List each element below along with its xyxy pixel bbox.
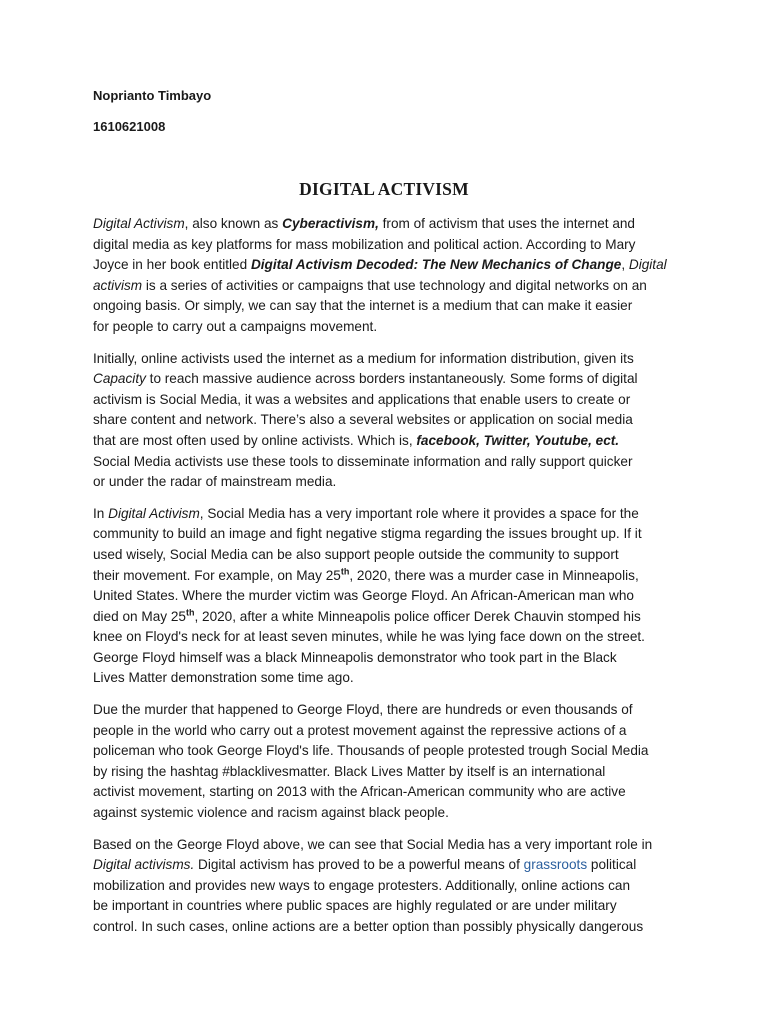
line: community to build an image and fight negative stigma regarding the issues brought up. If it bbox=[93, 526, 642, 542]
grassroots-link[interactable]: grassroots bbox=[523, 857, 588, 873]
line bbox=[93, 214, 675, 235]
italic-text: activism bbox=[93, 277, 143, 293]
line: against systemic violence and racism against black people. bbox=[93, 805, 449, 821]
line: for people to carry out a campaigns movement. bbox=[93, 318, 378, 334]
bold-italic-text: Cyberactivism, bbox=[282, 216, 379, 231]
superscript: th bbox=[185, 607, 195, 618]
superscript: th bbox=[340, 565, 350, 576]
line: people in the world who carry out a protest movement against the repressive actions of a bbox=[93, 722, 627, 738]
text: from of activism that uses the internet and bbox=[378, 216, 635, 231]
italic-text: Capacity bbox=[93, 371, 146, 387]
line: by rising the hashtag #blacklivesmatter. Black Lives Matter by itself is an international bbox=[93, 763, 606, 779]
line bbox=[93, 276, 675, 297]
text: , also known as bbox=[184, 216, 283, 231]
line: share content and network. There’s also a several websites or application on social media bbox=[93, 412, 633, 428]
line bbox=[93, 431, 675, 452]
text: to reach massive audience across borders instantaneously. Some forms of digital bbox=[145, 371, 638, 387]
paragraph-4 bbox=[93, 700, 675, 824]
document-title: DIGITAL ACTIVISM bbox=[299, 179, 469, 199]
line: Based on the George Floyd above, we can see that Social Media has a very important role in bbox=[93, 836, 653, 852]
text: is a series of activities or campaigns that use technology and digital networks on an bbox=[142, 277, 647, 293]
line: Initially, online activists used the internet as a medium for information distribution, given its bbox=[93, 350, 634, 366]
line bbox=[93, 566, 675, 587]
italic-text: Digital Activism bbox=[93, 216, 185, 231]
text: political bbox=[587, 857, 637, 873]
line: Lives Matter demonstration some time ago. bbox=[93, 670, 354, 686]
text: Joyce in her book entitled bbox=[93, 257, 251, 273]
paragraph-3 bbox=[93, 504, 675, 689]
bold-italic-text: facebook, Twitter, Youtube, ect. bbox=[416, 432, 620, 448]
text: Digital activism has proved to be a powerful means of bbox=[194, 857, 524, 873]
author-name: Noprianto Timbayo bbox=[93, 88, 212, 103]
line: be important in countries where public spaces are highly regulated or are under military bbox=[93, 898, 617, 914]
line bbox=[93, 369, 675, 390]
line: mobilization and provides new ways to engage protesters. Additionally, online actions can bbox=[93, 877, 631, 893]
text: , Social Media has a very important role where it provides a space for the bbox=[199, 505, 639, 521]
line: activism is Social Media, it was a websites and applications that enable users to create or bbox=[93, 391, 631, 407]
paragraph-2 bbox=[93, 349, 675, 493]
line: control. In such cases, online actions are a better option than possibly physically dangerous bbox=[93, 919, 644, 934]
line: policeman who took George Floyd's life. Thousands of people protested trough Social Media bbox=[93, 743, 649, 759]
paragraph-1 bbox=[93, 214, 675, 338]
line: activist movement, starting on 2013 with the African-American community who are active bbox=[93, 784, 626, 800]
line: Due the murder that happened to George Floyd, there are hundreds or even thousands of bbox=[93, 702, 633, 718]
line: United States. Where the murder victim was George Floyd. An African-American man who bbox=[93, 588, 634, 604]
text: , bbox=[621, 257, 629, 273]
italic-text: Digital activisms. bbox=[93, 857, 195, 873]
text: , 2020, there was a murder case in Minneapolis, bbox=[349, 567, 639, 583]
italic-text: Digital Activism bbox=[108, 505, 200, 521]
text: died on May 25 bbox=[93, 608, 186, 624]
line: Social Media activists use these tools to disseminate information and rally support quicker bbox=[93, 453, 633, 469]
text: their movement. For example, on May 25 bbox=[93, 567, 341, 583]
book-title: Digital Activism Decoded: The New Mechanics of Change bbox=[250, 257, 622, 273]
line: or under the radar of mainstream media. bbox=[93, 474, 337, 490]
line: used wisely, Social Media can be also support people outside the community to support bbox=[93, 546, 619, 562]
line: knee on Floyd's neck for at least seven minutes, while he was lying face down on the street. bbox=[93, 629, 645, 645]
line: digital media as key platforms for mass mobilization and political action. According to Mary bbox=[93, 236, 636, 252]
italic-text: Digital bbox=[628, 257, 667, 273]
student-id: 1610621008 bbox=[93, 119, 166, 134]
line: George Floyd himself was a black Minneapolis demonstrator who took part in the Black bbox=[93, 649, 617, 665]
paragraph-5 bbox=[93, 835, 675, 938]
line bbox=[93, 855, 675, 876]
line: ongoing basis. Or simply, we can say that the internet is a medium that can make it easier bbox=[93, 298, 633, 314]
line bbox=[93, 504, 675, 525]
text: that are most often used by online activists. Which is, bbox=[93, 432, 417, 448]
line bbox=[93, 255, 675, 276]
line bbox=[93, 607, 675, 628]
text: In bbox=[93, 505, 109, 521]
text: , 2020, after a white Minneapolis police officer Derek Chauvin stomped his bbox=[194, 608, 641, 624]
document-body bbox=[93, 214, 675, 949]
